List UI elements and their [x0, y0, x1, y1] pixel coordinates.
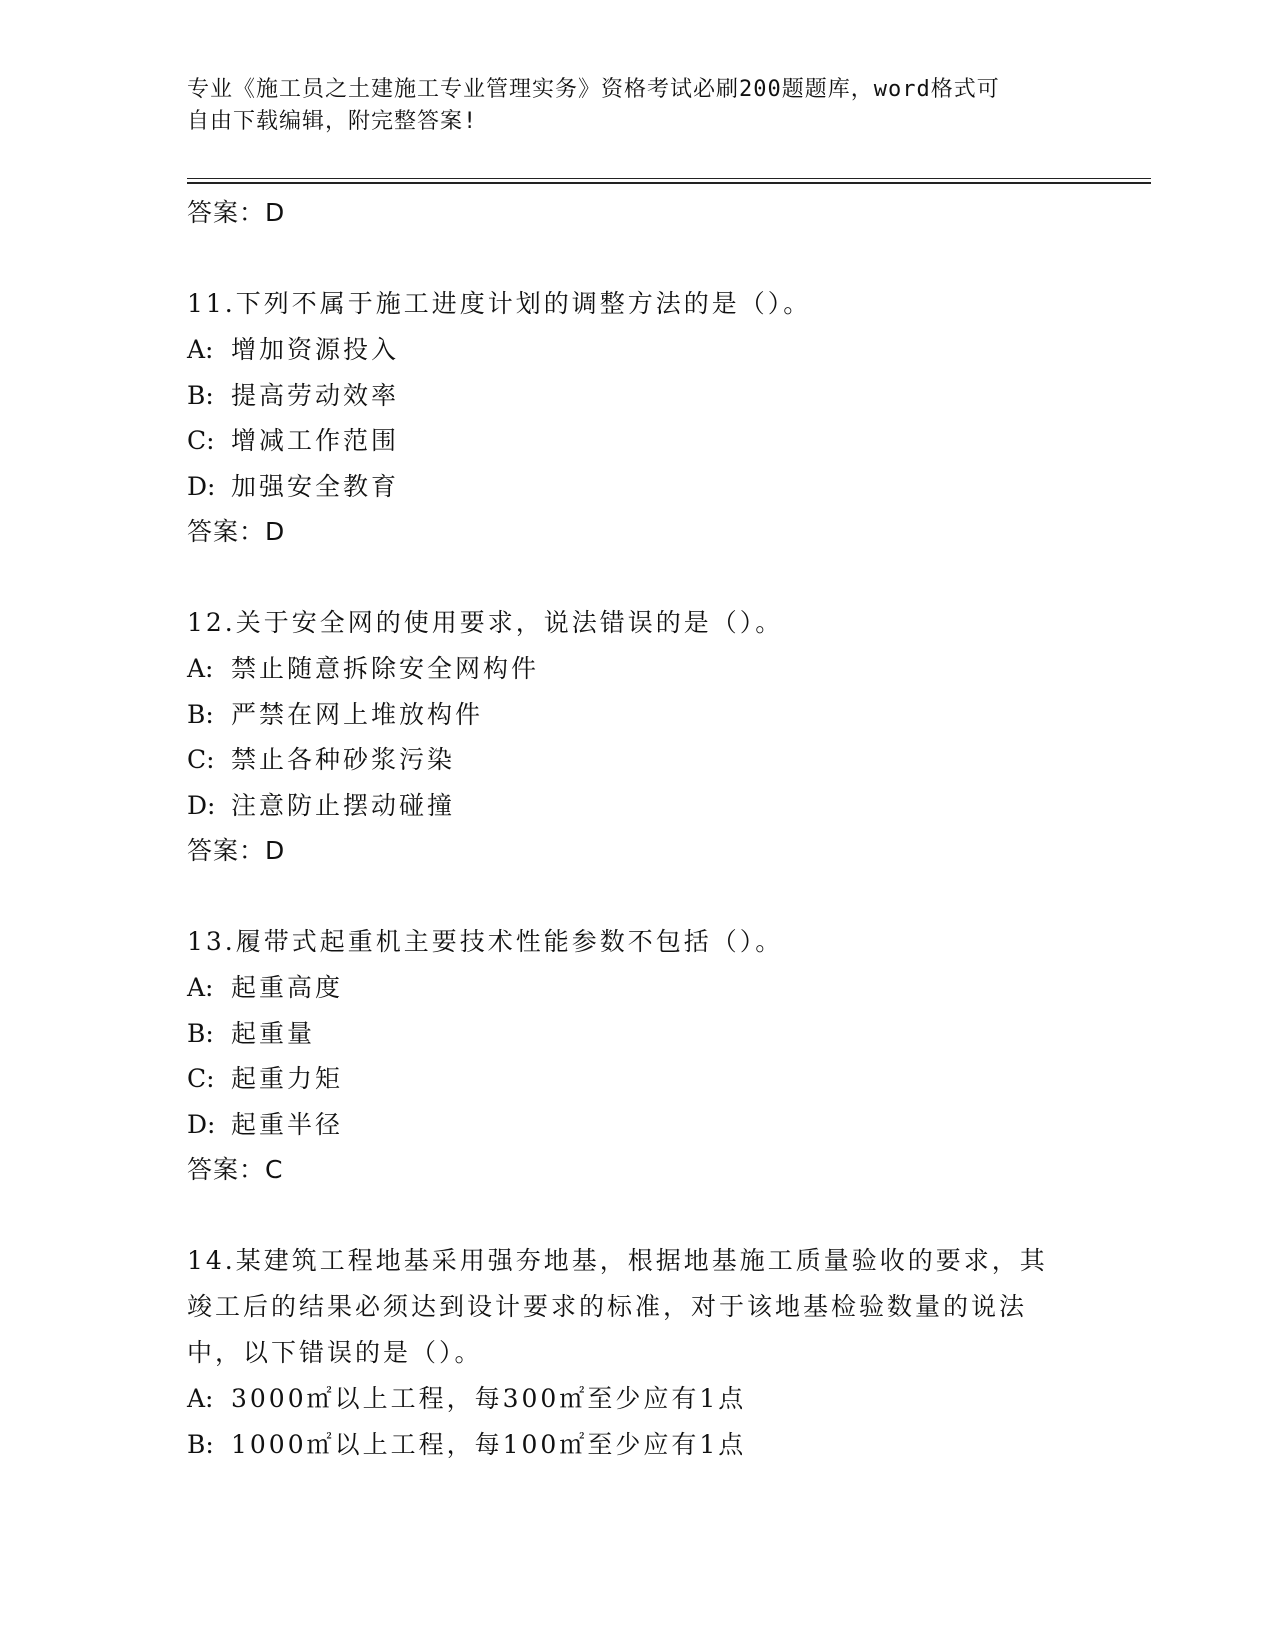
- option-letter: A:: [187, 1384, 214, 1413]
- option-text: 禁止随意拆除安全网构件: [231, 654, 540, 683]
- option-text: 注意防止摆动碰撞: [231, 790, 456, 820]
- option-b: [187, 692, 1087, 738]
- option-b: [187, 373, 1087, 419]
- option-text: 起重半径: [231, 1109, 344, 1139]
- option-text: 1000㎡以上工程，每100㎡至少应有1点: [231, 1429, 747, 1459]
- option-letter: C:: [187, 1064, 215, 1093]
- option-text: 增减工作范围: [231, 426, 400, 455]
- option-letter: B:: [187, 1429, 214, 1459]
- option-letter: B:: [187, 1018, 214, 1048]
- answer-line: 答案：C: [187, 1155, 284, 1184]
- option-b: [187, 1422, 1087, 1468]
- option-a: [187, 1376, 1087, 1422]
- option-text: 加强安全教育: [231, 471, 400, 501]
- header-divider-thin: [187, 178, 1151, 179]
- option-letter: C:: [187, 745, 215, 774]
- option-a: [187, 965, 1087, 1011]
- question-13: [187, 919, 1087, 1193]
- option-d: [187, 464, 1087, 510]
- option-c: [187, 418, 1087, 464]
- option-letter: D:: [187, 471, 216, 501]
- option-letter: D:: [187, 1109, 216, 1139]
- question-stem-line-3: 中，以下错误的是（）。: [187, 1338, 483, 1367]
- option-letter: A:: [187, 973, 214, 1002]
- header-line-1: 专业《施工员之土建施工专业管理实务》资格考试必刷200题题库，word格式可: [187, 77, 1000, 102]
- answer-line: 答案：D: [187, 836, 286, 865]
- option-text: 提高劳动效率: [231, 380, 400, 410]
- option-d: [187, 783, 1087, 829]
- question-stem: 13.履带式起重机主要技术性能参数不包括（）。: [187, 927, 784, 956]
- question-stem-line-2: 竣工后的结果必须达到设计要求的标准，对于该地基检验数量的说法: [187, 1292, 1028, 1321]
- option-b: [187, 1011, 1087, 1057]
- option-letter: C:: [187, 426, 215, 455]
- question-stem: 11.下列不属于施工进度计划的调整方法的是（）。: [187, 289, 812, 318]
- option-a: [187, 327, 1087, 373]
- option-c: [187, 1056, 1087, 1102]
- document-header: [187, 74, 1067, 138]
- header-line-2: 自由下载编辑，附完整答案!: [187, 109, 478, 134]
- option-text: 禁止各种砂浆污染: [231, 745, 456, 774]
- option-letter: B:: [187, 380, 214, 410]
- answer-line: 答案：D: [187, 517, 286, 546]
- question-12: [187, 600, 1087, 874]
- question-14: [187, 1238, 1087, 1467]
- answer-line: 答案：D: [187, 198, 286, 227]
- option-letter: A:: [187, 654, 214, 683]
- option-text: 起重力矩: [231, 1064, 344, 1093]
- option-text: 起重量: [231, 1018, 316, 1048]
- option-d: [187, 1102, 1087, 1148]
- option-letter: B:: [187, 699, 214, 729]
- option-text: 增加资源投入: [231, 335, 400, 364]
- question-stem-line-1: 14.某建筑工程地基采用强夯地基，根据地基施工质量验收的要求，其: [187, 1246, 1048, 1275]
- header-divider-thick: [187, 182, 1151, 184]
- option-letter: A:: [187, 335, 214, 364]
- question-11: [187, 281, 1087, 555]
- option-a: [187, 646, 1087, 692]
- option-c: [187, 737, 1087, 783]
- document-body: [187, 190, 1087, 1467]
- option-letter: D:: [187, 790, 216, 820]
- option-text: 起重高度: [231, 973, 344, 1002]
- option-text: 严禁在网上堆放构件: [231, 699, 484, 729]
- option-text: 3000㎡以上工程，每300㎡至少应有1点: [231, 1384, 747, 1413]
- question-stem: 12.关于安全网的使用要求，说法错误的是（）。: [187, 608, 784, 637]
